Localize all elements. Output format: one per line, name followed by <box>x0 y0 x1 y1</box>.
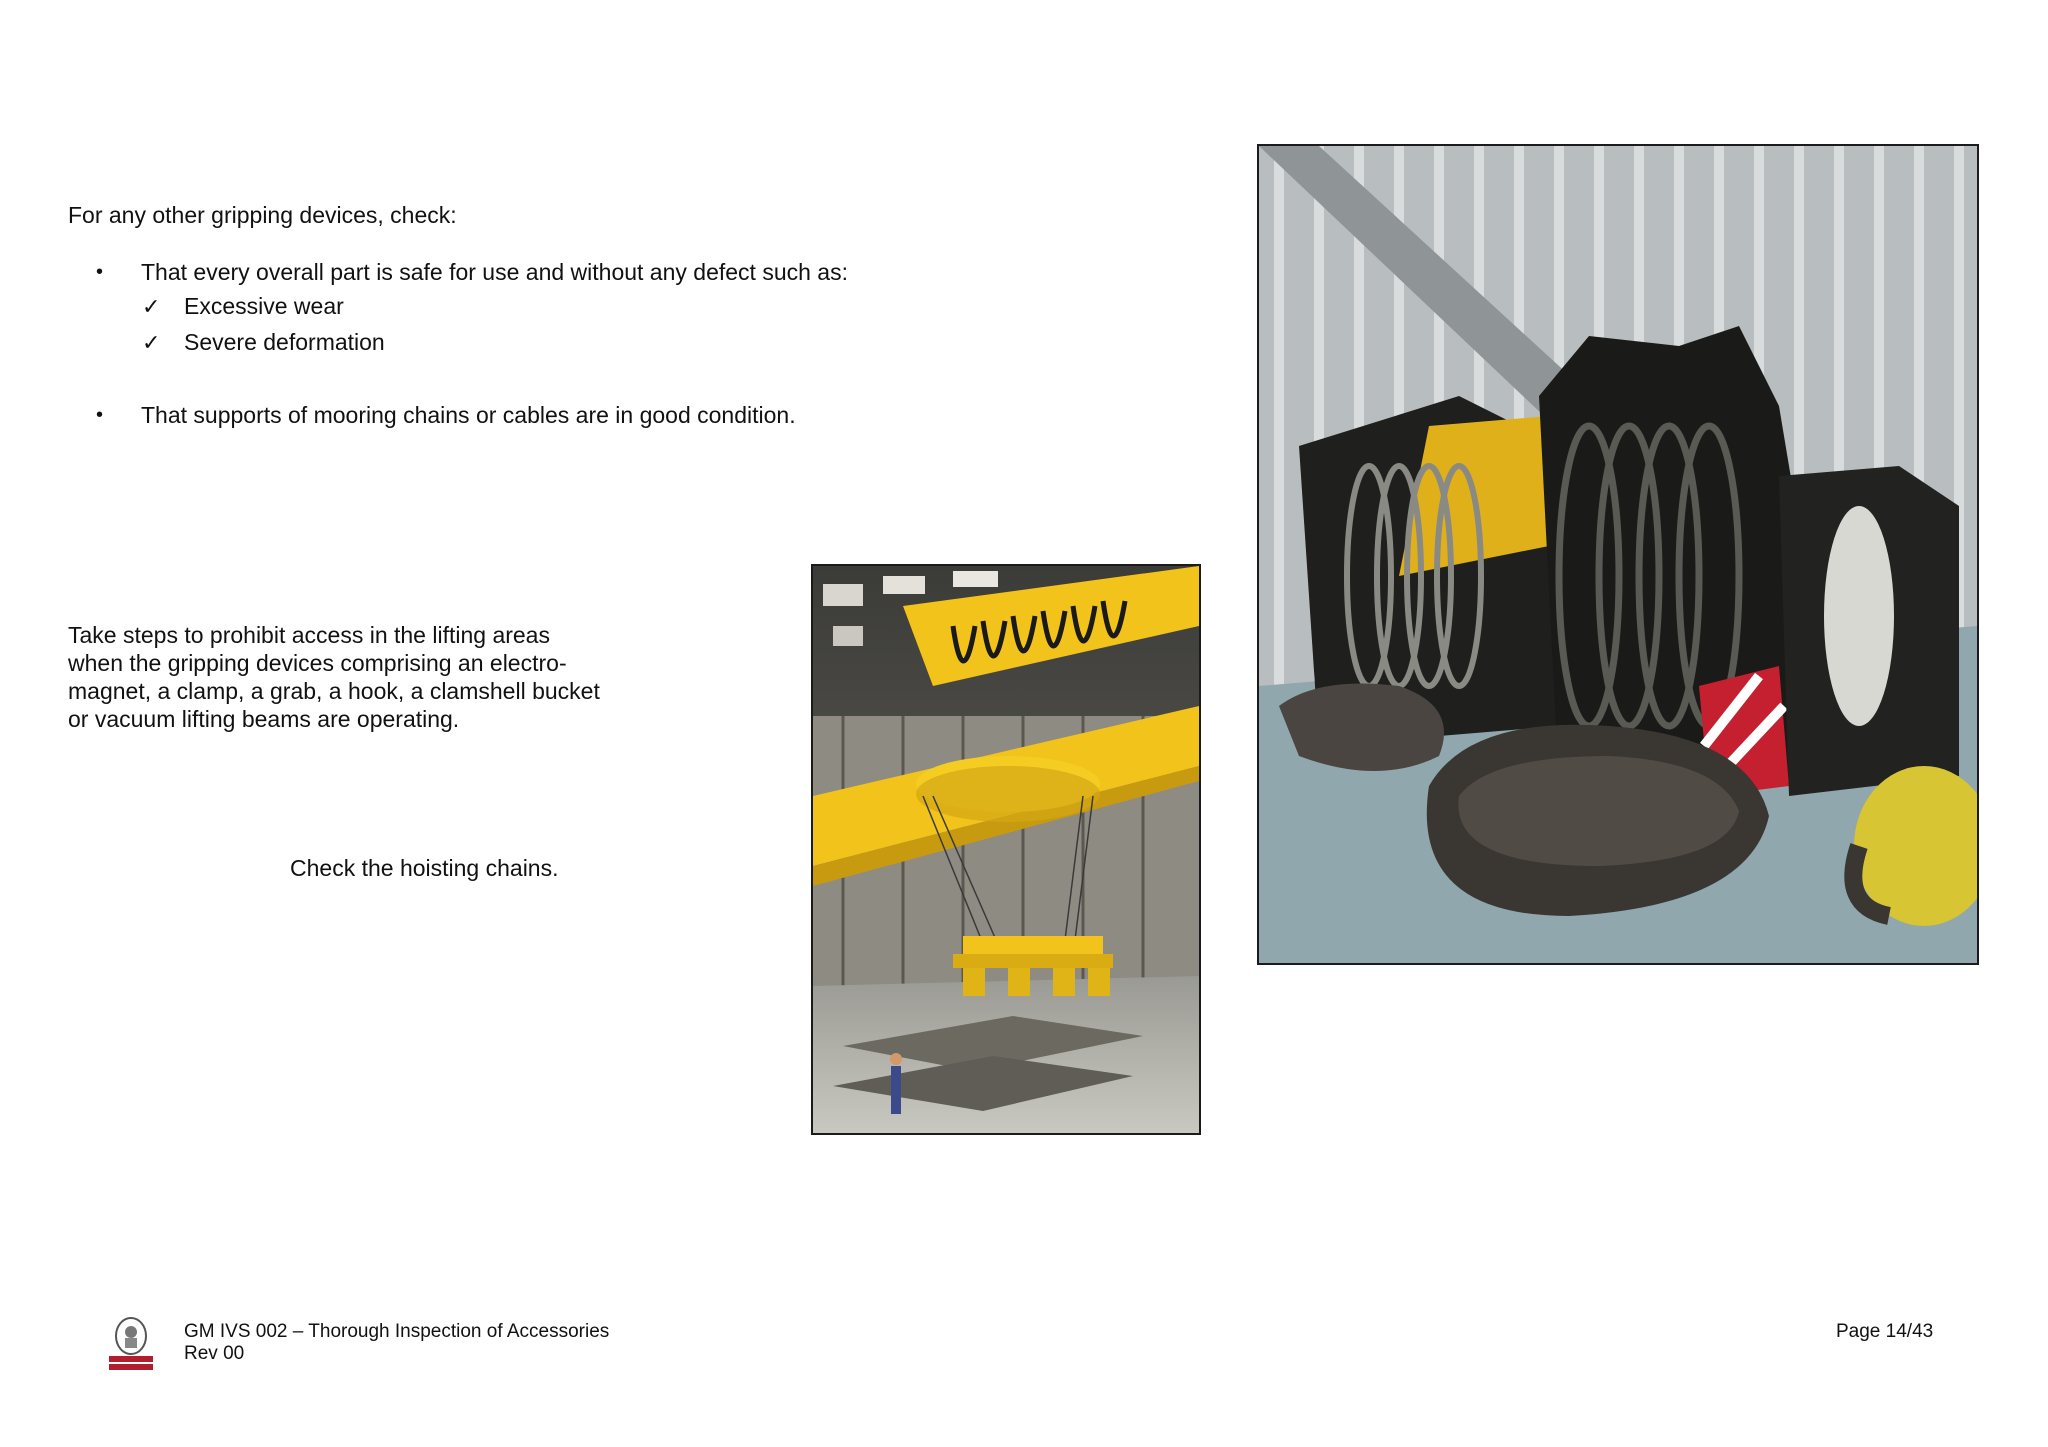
footer-document-title: GM IVS 002 – Thorough Inspection of Accessories <box>184 1321 610 1342</box>
check-text: Severe deformation <box>184 329 385 355</box>
access-paragraph <box>68 621 668 733</box>
check-item-deformation <box>142 328 385 357</box>
hoisting-chains-caption: Check the hoisting chains. <box>290 855 559 881</box>
paragraph-line: Take steps to prohibit access in the lifting areas <box>68 622 550 648</box>
paragraph-line: or vacuum lifting beams are operating. <box>68 706 460 732</box>
bullet-icon: • <box>96 261 104 283</box>
checkmark-icon: ✓ <box>142 330 161 355</box>
bureau-veritas-logo <box>108 1316 154 1372</box>
footer-revision: Rev 00 <box>184 1343 245 1364</box>
hook-blocks-illustration <box>1259 146 1977 963</box>
bullet-text: That supports of mooring chains or cables are in good condition. <box>141 402 796 428</box>
paragraph-line: when the gripping devices comprising an electro- <box>68 650 567 676</box>
footer-page-number: Page 14/43 <box>1836 1321 1934 1342</box>
bullet-text: That every overall part is safe for use and without any defect such as: <box>141 259 848 285</box>
bureau-veritas-logo-icon <box>108 1316 154 1372</box>
overhead-crane-electromagnet-photo <box>811 564 1201 1135</box>
paragraph-line: magnet, a clamp, a grab, a hook, a clamshell bucket <box>68 678 600 704</box>
crane-illustration <box>813 566 1199 1133</box>
intro-text: For any other gripping devices, check: <box>68 202 457 228</box>
check-item-wear <box>142 292 344 321</box>
crane-hook-blocks-photo <box>1257 144 1979 965</box>
bullet-icon: • <box>96 404 104 426</box>
check-text: Excessive wear <box>184 293 344 319</box>
checkmark-icon: ✓ <box>142 294 161 319</box>
